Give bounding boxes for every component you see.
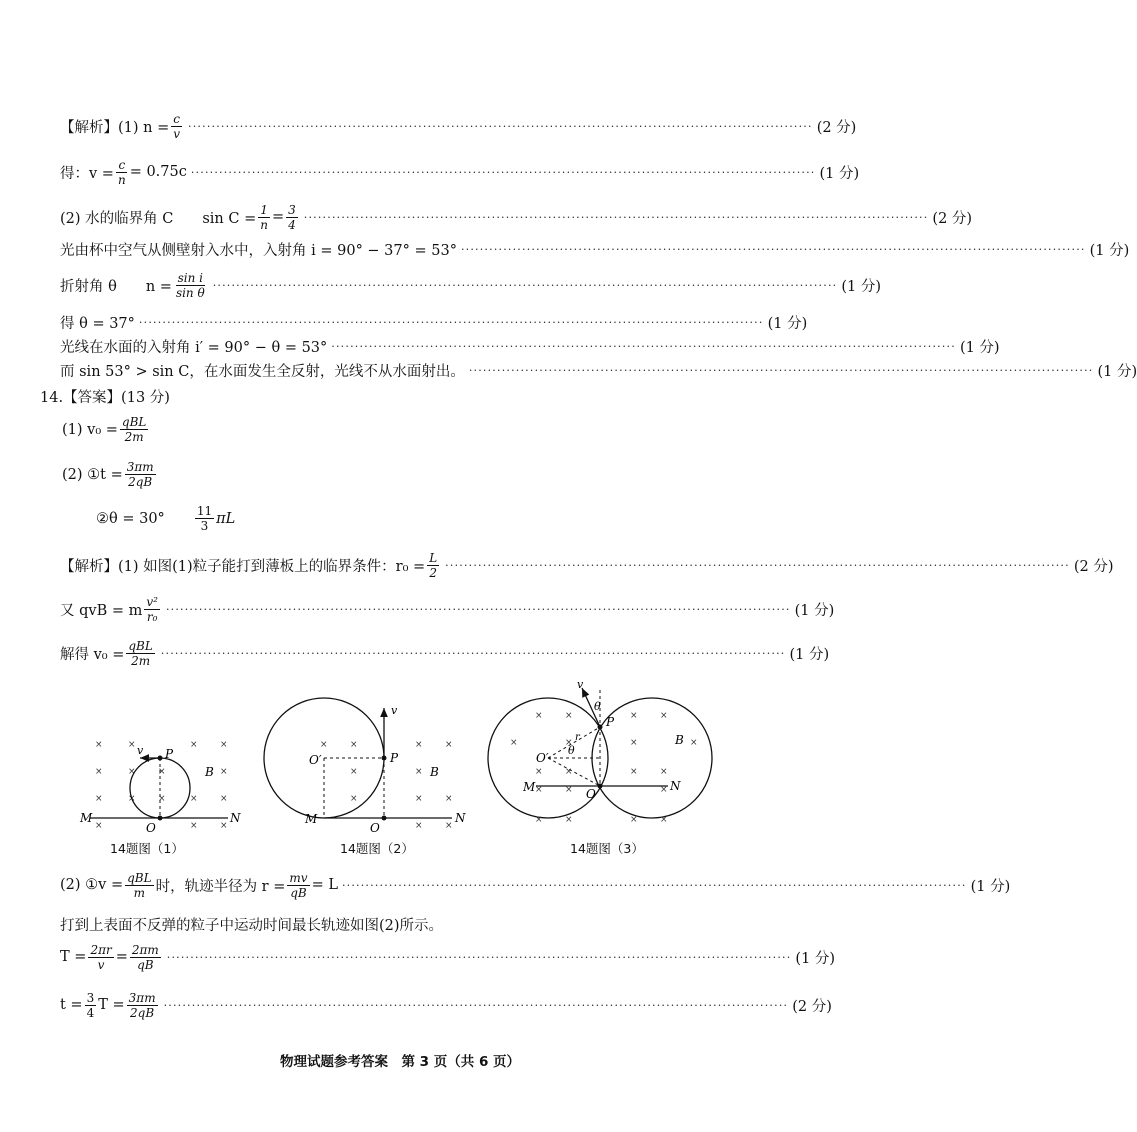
solution-line-2: 得：v = $\frac{c}{n}$ = 0.75c ····································································································································· (1 分) bbox=[60, 157, 860, 187]
svg-text:×: × bbox=[630, 711, 638, 721]
svg-text:×: × bbox=[158, 794, 166, 804]
solution-line-15: t = $\frac{3}{4}$ T = $\frac{3\pi m}{2qB}$ ····································································································································· (2 分) bbox=[60, 990, 832, 1020]
label-n: N bbox=[670, 779, 681, 793]
svg-text:×: × bbox=[190, 821, 198, 831]
label-b: B bbox=[430, 765, 439, 779]
solution-line-10: 又 qvB = m $\frac{\text{v²}}{\text{r₀}}$ ····································································································································· (1 分) bbox=[60, 594, 835, 624]
label-o-prime: O′ bbox=[309, 753, 322, 767]
figure-3-caption: 14题图（3） bbox=[570, 841, 644, 856]
svg-text:×: × bbox=[535, 815, 543, 825]
svg-text:×: × bbox=[415, 767, 423, 777]
answer-2: (2) ①t = $\frac{3\pi m}{2qB}$ bbox=[62, 460, 154, 489]
label-p: P bbox=[390, 751, 399, 765]
svg-text:×: × bbox=[630, 815, 638, 825]
solution-line-6: 得 θ = 37° ····································································································································· (1 分) bbox=[60, 315, 808, 332]
svg-text:×: × bbox=[535, 711, 543, 721]
figure-1-caption: 14题图（1） bbox=[110, 841, 184, 856]
label-b: B bbox=[205, 765, 214, 779]
svg-text:×: × bbox=[660, 767, 668, 777]
svg-text:×: × bbox=[128, 794, 136, 804]
label-n: N bbox=[455, 811, 466, 825]
score-label: (2 分) bbox=[816, 119, 857, 136]
svg-text:×: × bbox=[190, 740, 198, 750]
svg-text:×: × bbox=[630, 738, 638, 748]
label-n: N bbox=[230, 811, 241, 825]
solution-line-12: (2) ①v = $\frac{\text{qBL}}{m}$ 时，轨迹半径为 r = $\frac{mv}{qB}$ = L ····································································································································· (1 分) bbox=[60, 870, 1011, 900]
label-r: r bbox=[575, 732, 580, 743]
label-theta-center: θ bbox=[568, 744, 575, 757]
figure-3 bbox=[488, 678, 712, 825]
svg-text:×: × bbox=[565, 711, 573, 721]
svg-text:×: × bbox=[220, 821, 228, 831]
svg-text:×: × bbox=[535, 767, 543, 777]
svg-text:×: × bbox=[510, 738, 518, 748]
svg-text:×: × bbox=[350, 794, 358, 804]
solution-line-3: (2) 水的临界角 C sin C = $\frac{1}{n}$ = $\frac{3}{4}$ ····································································································································· (2 分) bbox=[60, 202, 973, 232]
svg-text:×: × bbox=[220, 740, 228, 750]
label-o: O bbox=[146, 821, 156, 835]
fraction: $\frac{c}{v}$ bbox=[173, 111, 181, 141]
question-14-header: 14.【答案】(13 分) bbox=[40, 390, 170, 406]
label-m: M bbox=[523, 780, 536, 794]
figure-2-caption: 14题图（2） bbox=[340, 841, 414, 856]
svg-text:×: × bbox=[565, 767, 573, 777]
svg-text:×: × bbox=[190, 794, 198, 804]
label-m: M bbox=[305, 812, 318, 826]
svg-text:×: × bbox=[660, 815, 668, 825]
page-footer: 物理试题参考答案 第 3 页（共 6 页） bbox=[279, 1054, 521, 1070]
svg-text:×: × bbox=[565, 785, 573, 795]
svg-text:×: × bbox=[220, 767, 228, 777]
solution-line-4: 光由杯中空气从侧壁射入水中，入射角 i = 90° − 37° = 53° ····································································································································· (1 分) bbox=[60, 242, 1130, 259]
solution-line-14: T = $\frac{2\pi r}{v}$ = $\frac{2\pi m}{qB}$ ····································································································································· (1 分) bbox=[60, 942, 836, 972]
label-o: O bbox=[370, 821, 380, 835]
svg-text:×: × bbox=[415, 821, 423, 831]
svg-text:×: × bbox=[95, 794, 103, 804]
solution-line-13: 打到上表面不反弹的粒子中运动时间最长轨迹如图(2)所示。 bbox=[60, 918, 444, 934]
svg-text:×: × bbox=[565, 815, 573, 825]
label-theta-top: θ bbox=[594, 700, 601, 713]
svg-text:×: × bbox=[660, 785, 668, 795]
point-p bbox=[598, 725, 603, 730]
label-v: v bbox=[391, 704, 398, 717]
point-p bbox=[158, 756, 163, 761]
svg-text:×: × bbox=[95, 821, 103, 831]
figure-1 bbox=[79, 740, 241, 835]
solution-line-11: 解得 v₀ = $\frac{\text{qBL}}{2m}$ ····································································································································· (1 分) bbox=[60, 638, 830, 668]
figure-2 bbox=[264, 698, 466, 835]
magnetic-field-crosses bbox=[510, 711, 698, 825]
solution-line-5: 折射角 θ n = $\frac{\text{sin i}}{\text{sin θ}}$ ····································································································································· (1 分) bbox=[60, 270, 882, 300]
label-m: M bbox=[80, 811, 93, 825]
svg-text:×: × bbox=[128, 767, 136, 777]
label-p: P bbox=[606, 715, 615, 729]
label-v: v bbox=[137, 744, 144, 757]
svg-text:×: × bbox=[535, 785, 543, 795]
answer-1: (1) v₀ = $\frac{\text{qBL}}{2m}$ bbox=[62, 415, 147, 444]
svg-text:×: × bbox=[690, 738, 698, 748]
answer-3: ②θ = 30° $\frac{11}{3}$ πL bbox=[96, 504, 236, 533]
svg-text:×: × bbox=[660, 711, 668, 721]
solution-line-7: 光线在水面的入射角 i′ = 90° − θ = 53° ····································································································································· (1 分) bbox=[60, 339, 1000, 356]
svg-text:×: × bbox=[565, 738, 573, 748]
svg-text:×: × bbox=[350, 740, 358, 750]
label-v: v bbox=[577, 678, 584, 691]
svg-text:×: × bbox=[415, 794, 423, 804]
label-p: P bbox=[165, 747, 174, 761]
svg-text:×: × bbox=[95, 767, 103, 777]
label-o: O bbox=[586, 787, 596, 801]
solution-line-8: 而 sin 53° > sin C，在水面发生全反射，光线不从水面射出。 ····································································································································· (1 分) bbox=[60, 363, 1137, 380]
solution-line-1: 【解析】(1) n = $\frac{c}{v}$ ····································································································································· (2 分) bbox=[60, 111, 857, 141]
svg-text:×: × bbox=[128, 740, 136, 750]
solution-line-9: 【解析】(1) 如图(1)粒子能打到薄板上的临界条件：r₀ = $\frac{L}{2}$ ····································································································································· (2 分) bbox=[60, 550, 1114, 580]
label-o-prime: O′ bbox=[536, 751, 549, 765]
svg-text:×: × bbox=[445, 821, 453, 831]
svg-text:×: × bbox=[220, 794, 228, 804]
svg-text:×: × bbox=[415, 740, 423, 750]
svg-text:×: × bbox=[445, 794, 453, 804]
svg-text:×: × bbox=[158, 767, 166, 777]
svg-text:×: × bbox=[445, 740, 453, 750]
svg-text:×: × bbox=[350, 767, 358, 777]
svg-text:×: × bbox=[320, 740, 328, 750]
label-b: B bbox=[675, 733, 684, 747]
point-p bbox=[382, 756, 387, 761]
svg-text:×: × bbox=[630, 767, 638, 777]
svg-text:×: × bbox=[95, 740, 103, 750]
